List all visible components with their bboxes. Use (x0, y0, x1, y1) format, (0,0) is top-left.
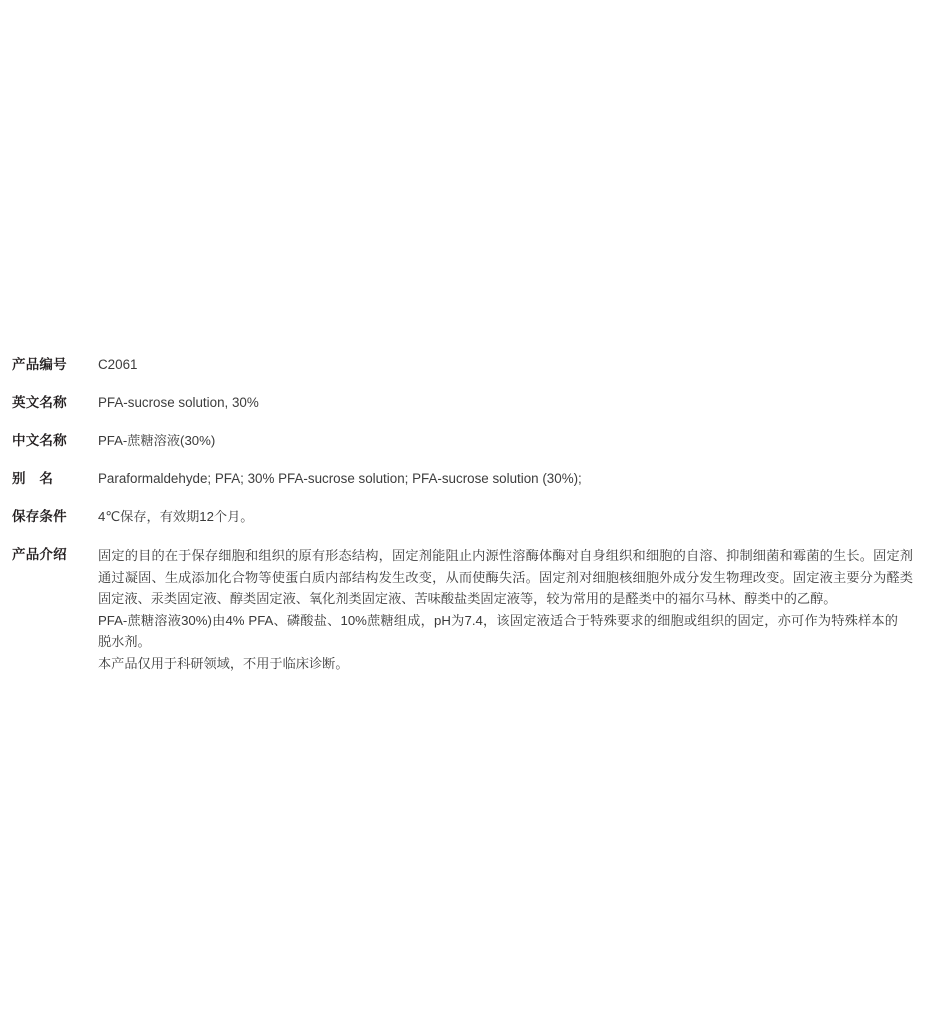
spec-row-chinese-name (0, 431, 935, 450)
spec-label-introduction: 产品介绍 (12, 547, 67, 562)
spec-value-chinese-name: PFA-蔗糖溶液(30%) (98, 433, 216, 448)
spec-label-alias: 别 名 (12, 471, 54, 486)
intro-paragraph-3: 本产品仅用于科研领域，不用于临床诊断。 (98, 655, 349, 671)
intro-paragraph-2: PFA-蔗糖溶液30%)由4% PFA、磷酸盐、10%蔗糖组成，pH为7.4，该固定液适合于特殊要求的细胞或组织的固定，亦可作为特殊样本的脱水剂。 (98, 612, 898, 649)
spec-row-introduction (0, 545, 935, 674)
spec-row-product-code (0, 355, 935, 374)
spec-label-chinese-name: 中文名称 (12, 433, 67, 448)
spec-label-storage: 保存条件 (12, 509, 67, 524)
spec-label-english-name: 英文名称 (12, 395, 67, 410)
intro-paragraph-1: 固定的目的在于保存细胞和组织的原有形态结构，固定剂能阻止内源性溶酶体酶对自身组织和细胞的自溶、抑制细菌和霉菌的生长。固定剂通过凝固、生成添加化合物等使蛋白质内部结构发生改变，从而使酶失活。固定剂对细胞核细胞外成分发生物理改变。固定液主要分为醛类固定液、汞类固定液、醇类固定液、氧化剂类固定液、苦味酸盐类固定液等，较为常用的是醛类中的福尔马林、醇类中的乙醇。 (98, 548, 913, 606)
spec-row-alias (0, 469, 935, 488)
spec-label-product-code: 产品编号 (12, 357, 67, 372)
spec-value-introduction (98, 545, 935, 674)
spec-value-english-name: PFA-sucrose solution, 30% (98, 395, 259, 410)
spec-value-alias: Paraformaldehyde; PFA; 30% PFA-sucrose solution; PFA-sucrose solution (30%); (98, 471, 582, 486)
spec-value-product-code: C2061 (98, 357, 138, 372)
spec-value-storage: 4℃保存，有效期12个月。 (98, 509, 254, 524)
spec-row-storage (0, 507, 935, 526)
spec-row-english-name (0, 393, 935, 412)
product-spec-sheet (0, 355, 935, 674)
